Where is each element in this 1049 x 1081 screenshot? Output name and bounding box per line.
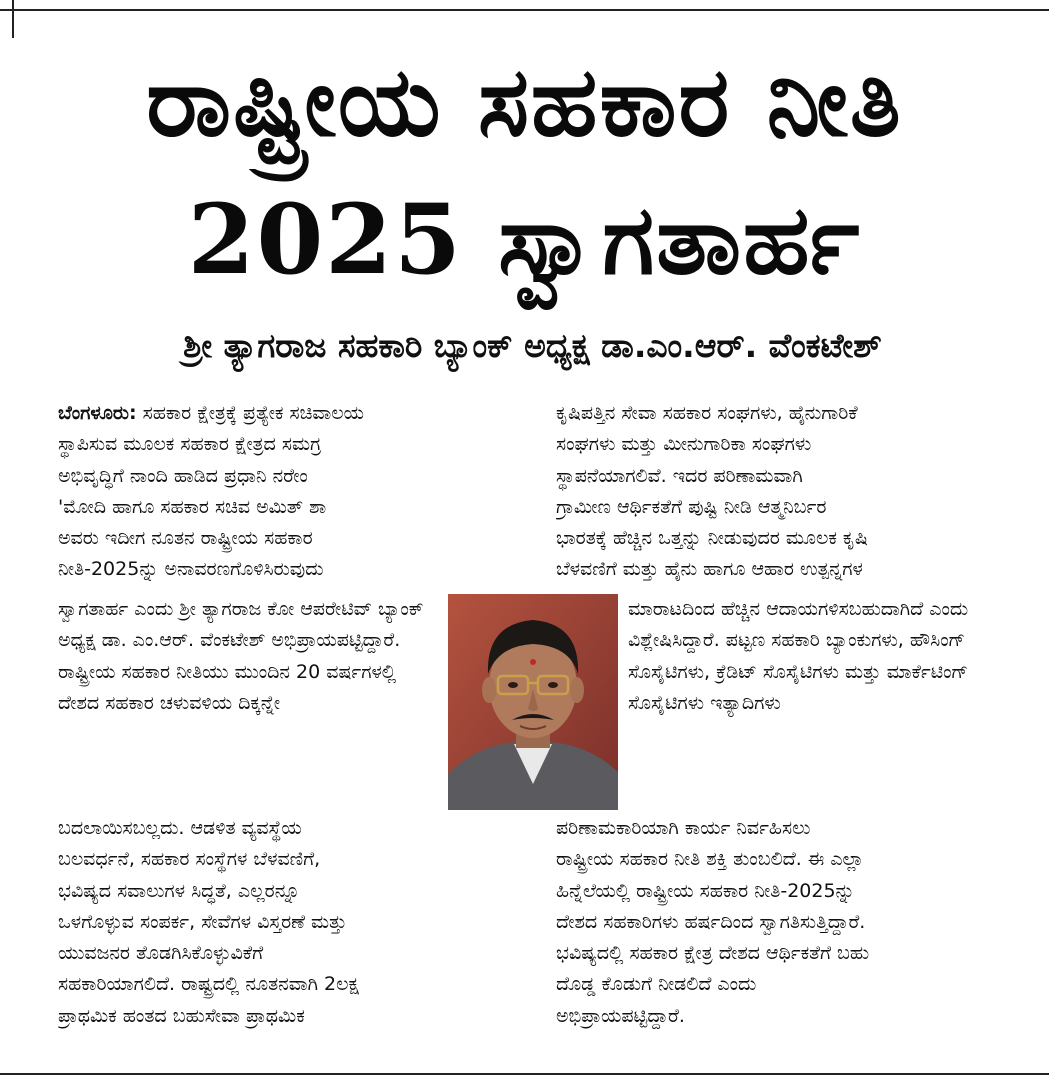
bottom-rule: [0, 1073, 1049, 1075]
text-line: ಅವರು ಇದೀಗ ನೂತನ ರಾಷ್ಟ್ರೀಯ ಸಹಕಾರ: [58, 527, 313, 550]
left-column-bottom: [58, 813, 522, 1032]
text-line: ಪ್ರಾಥಮಿಕ ಹಂತದ ಬಹುಸೇವಾ ಪ್ರಾಥಮಿಕ: [58, 1004, 305, 1027]
right-column-wrap: [628, 594, 1012, 719]
text-line: ಅಭಿಪ್ರಾಯಪಟ್ಟಿದ್ದಾರೆ.: [556, 1004, 685, 1027]
text-line: ಸಹಕಾರಿಯಾಗಲಿದೆ. ರಾಷ್ಟ್ರದಲ್ಲಿ ನೂತನವಾಗಿ 2ಲಕ್ಷ: [58, 973, 359, 996]
left-column-wrap: [58, 594, 438, 719]
text-line: ಸೊಸೈಟಿಗಳು ಇತ್ಯಾದಿಗಳು: [628, 691, 781, 714]
left-rule: [12, 0, 14, 38]
headline-year: 2025: [187, 183, 463, 296]
text-line: ಸಂಘಗಳು ಮತ್ತು ಮೀನುಗಾರಿಕಾ ಸಂಘಗಳು: [556, 433, 812, 456]
text-line: ಭವಿಷ್ಯದಲ್ಲಿ ಸಹಕಾರ ಕ್ಷೇತ್ರ ದೇಶದ ಆರ್ಥಿಕತೆಗೆ ಬಹು: [556, 942, 870, 965]
text-line: ಆದಾಯಗಳಿಸಬಹುದಾಗಿದೆ ಎಂದು: [766, 598, 969, 620]
text-line: ಎಂ.ಆರ್. ವೆಂಕಟೇಶ್: [132, 629, 266, 652]
text-line: ಭಾರತಕ್ಕೆ ಹೆಚ್ಚಿನ ಒತ್ತನ್ನು ನೀಡುವುದರ ಮೂಲಕ ಕೃಷಿ: [556, 527, 868, 550]
left-column-top: [58, 398, 522, 586]
headline-line-2: [30, 180, 1019, 300]
text-line: ಬದಲಾಯಿಸಬಲ್ಲದು. ಆಡಳಿತ ವ್ಯವಸ್ಥೆಯ: [58, 817, 302, 839]
text-line: ಬೆಂಗಳೂರು: ಸಹಕಾರ ಕ್ಷೇತ್ರಕ್ಕೆ ಪ್ರತ್ಯೇಕ ಸಚಿವಾಲಯ: [58, 402, 364, 424]
text-line: ಕೃಷಿಪತ್ತಿನ ಸೇವಾ ಸಹಕಾರ ಸಂಘಗಳು, ಹೈನುಗಾರಿಕೆ: [556, 402, 858, 424]
text-line: ಭವಿಷ್ಯದ ಸವಾಲುಗಳ ಸಿದ್ಧತೆ, ಎಲ್ಲರನ್ನೂ: [58, 879, 300, 902]
text-line: ಸೊಸೈಟಿಗಳು ಮತ್ತು ಮಾರ್ಕೆಟಿಂಗ್: [762, 660, 968, 683]
text-line: ಗ್ರಾಮೀಣ ಆರ್ಥಿಕತೆಗೆ ಪುಷ್ಟಿ ನೀಡಿ ಆತ್ಮನಿರ್ಬರ: [556, 495, 827, 518]
text-line: ರಾಷ್ಟ್ರೀಯ ಸಹಕಾರ ನೀತಿ ಶಕ್ತಿ ತುಂಬಲಿದೆ. ಈ ಎಲ್ಲಾ: [556, 848, 864, 871]
text-line: ಸ್ಥಾಪನೆಯಾಗಲಿವೆ. ಇದರ ಪರಿಣಾಮವಾಗಿ: [556, 464, 803, 487]
text-line: 'ಮೋದಿ ಹಾಗೂ ಸಹಕಾರ ಸಚಿವ ಅಮಿತ್ ಶಾ: [58, 495, 327, 518]
headline-word: ಸ್ವಾಗತಾರ್ಹ: [498, 184, 862, 296]
top-rule: [0, 9, 1049, 11]
headline-line-1: ರಾಷ್ಟ್ರೀಯ ಸಹಕಾರ ನೀತಿ: [146, 46, 903, 158]
text-line: ಅಭಿಪ್ರಾಯಪಟ್ಟಿದ್ದಾರೆ.: [271, 629, 401, 652]
right-column-bottom: [556, 813, 1012, 1032]
text-line: ಒಳಗೊಳ್ಳುವ ಸಂಪರ್ಕ, ಸೇವೆಗಳ ವಿಸ್ತರಣೆ ಮತ್ತು: [58, 910, 347, 933]
text-line: ಬಲವರ್ಧನೆ, ಸಹಕಾರ ಸಂಸ್ಥೆಗಳ ಬೆಳವಣಿಗೆ,: [58, 848, 321, 871]
text-line: ಬೆಳವಣಿಗೆ ಮತ್ತು ಹೈನು ಹಾಗೂ ಆಹಾರ ಉತ್ಪನ್ನಗಳ: [556, 558, 863, 581]
text-line: ವಿಶ್ಲೇಷಿಸಿದ್ದಾರೆ.: [628, 629, 720, 652]
text-line: ಹಿನ್ನೆಲೆಯಲ್ಲಿ ರಾಷ್ಟ್ರೀಯ ಸಹಕಾರ ನೀತಿ-2025ನ್ನು: [556, 879, 855, 902]
text-line: ಮುಂದಿನ 20 ವರ್ಷಗಳಲ್ಲಿ ದೇಶದ: [58, 660, 397, 714]
text-line: ಅಭಿವೃದ್ಧಿಗೆ ನಾಂದಿ ಹಾಡಿದ ಪ್ರಧಾನಿ ನರೇಂ: [58, 464, 308, 487]
text-line: ರಾಷ್ಟ್ರೀಯ ಸಹಕಾರ ನೀತಿಯು: [58, 660, 229, 683]
text-line: ಮಾರಾಟದಿಂದ ಹೆಚ್ಚಿನ: [628, 598, 761, 620]
text-line: ಪಟ್ಟಣ ಸಹಕಾರಿ ಬ್ಯಾಂಕುಗಳು,: [725, 629, 904, 652]
text-line: ಸ್ವಾಗತಾರ್ಹ ಎಂದು ಶ್ರೀ ತ್ಯಾಗರಾಜ: [58, 598, 262, 620]
text-line: ಹೌಸಿಂಗ್ ಸೊಸೈಟಿಗಳು, ಕ್ರೆಡಿಟ್: [628, 629, 966, 683]
text-line: ನೀತಿ-2025ನ್ನು ಅನಾವರಣಗೊಳಿಸಿರುವುದು: [58, 558, 324, 581]
portrait-illustration: [448, 594, 618, 810]
text-line: ಯುವಜನರ ತೊಡಗಿಸಿಕೊಳ್ಳುವಿಕೆಗೆ: [58, 942, 264, 965]
dateline: ಬೆಂಗಳೂರು:: [58, 402, 137, 424]
right-column-top: [556, 398, 1012, 586]
text-line: ಸಹಕಾರ ಚಳುವಳಿಯ ದಿಕ್ಕನ್ನೇ: [105, 691, 281, 714]
subheadline: ಶ್ರೀ ತ್ಯಾಗರಾಜ ಸಹಕಾರಿ ಬ್ಯಾಂಕ್ ಅಧ್ಯಕ್ಷ ಡಾ.ಎಂ.ಆರ್. ವೆಂಕಟೇಶ್: [183, 326, 882, 365]
text-line: ದೊಡ್ಡ ಕೊಡುಗೆ ನೀಡಲಿದೆ ಎಂದು: [556, 973, 757, 996]
text-line: ದೇಶದ ಸಹಕಾರಿಗಳು ಹರ್ಷದಿಂದ ಸ್ವಾಗತಿಸುತ್ತಿದ್ದಾರೆ.: [556, 910, 866, 933]
portrait-photo: [448, 594, 618, 810]
text-line: ಕೋ ಆಪರೇಟಿವ್ ಬ್ಯಾಂಕ್ ಅಧ್ಯಕ್ಷ ಡಾ.: [58, 598, 424, 652]
text-line: ಪರಿಣಾಮಕಾರಿಯಾಗಿ ಕಾರ್ಯ ನಿರ್ವಹಿಸಲು: [556, 817, 811, 839]
text-line: ಸ್ಥಾಪಿಸುವ ಮೂಲಕ ಸಹಕಾರ ಕ್ಷೇತ್ರದ ಸಮಗ್ರ: [58, 433, 322, 456]
